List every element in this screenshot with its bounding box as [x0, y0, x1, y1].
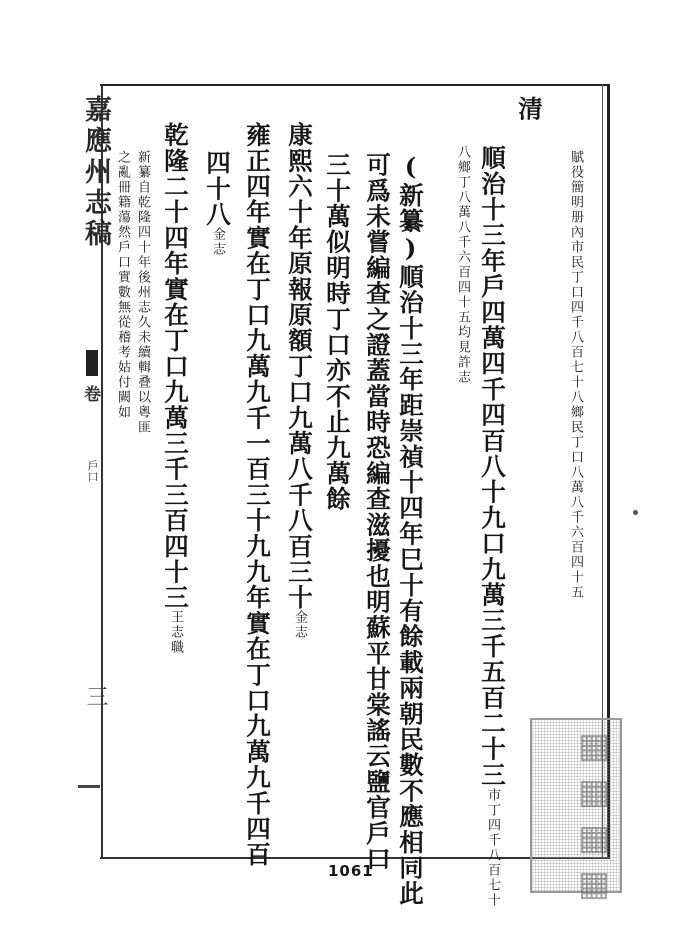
text-column: [113, 150, 132, 420]
annotation-text-segment: 新纂自乾隆四十年後州志久未續輯叠以粵匪: [135, 150, 150, 435]
page-number: 1061: [328, 862, 374, 880]
text-column: [393, 152, 428, 906]
text-column: [453, 145, 472, 385]
text-column: [133, 150, 152, 435]
fish-tail-mark: [86, 350, 98, 376]
banxin-page: 三: [83, 685, 108, 707]
annotation-text-segment: 八鄉丁八萬八千六百四十五均見許志: [455, 145, 470, 385]
text-column: [240, 122, 275, 867]
banxin-title: 嘉應州志稿: [80, 95, 111, 250]
annotation-text-segment: 金志: [292, 610, 307, 641]
annotation-text-segment: 金志: [210, 227, 225, 258]
annotation-text-segment: 之亂冊籍蕩然戶口實數無從稽考姑付闕如: [115, 150, 130, 420]
main-text-segment: 清: [515, 96, 544, 122]
margin-speck: [633, 510, 638, 515]
seal-pattern: ▦▦▦▦: [574, 726, 614, 910]
banxin-juan: 卷: [80, 385, 100, 402]
main-text-segment: 可爲未嘗編查之證蓋當時恐編查滋擾也明蘇平甘棠謠云鹽官戶口: [363, 152, 392, 872]
annotation-text-segment: 賦役簡明册內市民丁口四千八百七十八鄉民丁口八萬八千六百四十五: [568, 150, 583, 600]
banxin-section: 戶口: [86, 460, 99, 482]
text-column: [475, 145, 510, 908]
text-column: [158, 122, 193, 655]
text-column: [282, 122, 317, 640]
text-column: [512, 96, 547, 122]
library-seal-stamp: [530, 718, 622, 910]
main-text-segment: (新纂)順治十三年距崇禎十四年巳十有餘載兩朝民數不應相同此: [396, 152, 425, 907]
main-text-segment: 乾隆二十四年實在丁口九萬三千三百四十三: [161, 122, 190, 611]
text-column: [200, 150, 235, 257]
main-text-segment: 四十八: [203, 150, 232, 228]
main-text-segment: 三十萬似明時丁口亦不止九萬餘: [323, 152, 352, 512]
annotation-text-segment: 王志職: [168, 610, 183, 656]
text-column: [360, 152, 395, 872]
main-text-segment: 雍正四年實在丁口九萬九千一百三十九九年實在丁口九萬九千四百: [243, 122, 272, 868]
text-column: [320, 152, 355, 512]
banxin-column: [76, 95, 111, 855]
annotation-text-segment: 市丁四千八百七十: [485, 787, 500, 908]
banxin-divider: [78, 785, 100, 788]
text-column: [566, 150, 585, 600]
main-text-segment: 順治十三年戶四萬四千四百八十九口九萬三千五百二十三: [478, 145, 507, 788]
main-text-segment: 康熙六十年原報原額丁口九萬八千八百三十: [285, 122, 314, 611]
frame-top-border: [100, 84, 610, 86]
